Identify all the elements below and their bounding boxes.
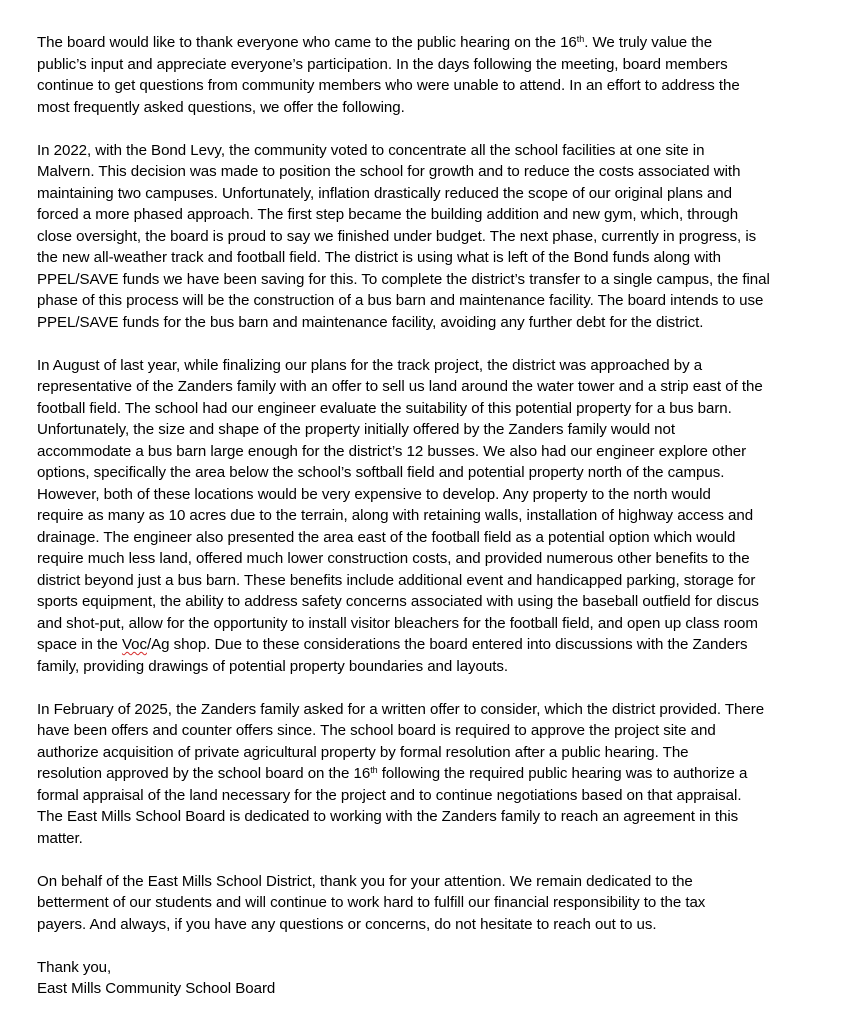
text-line	[37, 140, 827, 162]
text-line	[37, 247, 827, 269]
text-run: sports equipment, the ability to address safety concerns associated with using the baseball outfield for discus	[37, 593, 759, 610]
text-run: However, both of these locations would be very expensive to develop. Any property to the north would	[37, 485, 711, 503]
text-line	[37, 613, 827, 635]
text-run: resolution approved by the school board on the 16	[37, 765, 371, 782]
text-line	[37, 591, 827, 613]
text-line	[37, 355, 827, 377]
paragraph-4	[37, 699, 827, 850]
text-run: have been offers and counter offers since. The school board is required to approve the project site and	[37, 722, 716, 739]
text-line	[37, 527, 827, 549]
text-run: representative of the Zanders family with an offer to sell us land around the water tower and a strip east of the	[37, 378, 763, 395]
letter-body	[37, 32, 827, 1000]
text-run: authorize acquisition of private agricultural property by formal resolution after a public hearing. The	[37, 743, 689, 761]
text-run: betterment of our students and will continue to work hard to fulfill our financial responsibility to the tax	[37, 894, 706, 911]
text-line	[37, 742, 827, 764]
text-line	[37, 183, 827, 205]
paragraph-5	[37, 871, 827, 936]
text-line	[37, 441, 827, 463]
text-line	[37, 204, 827, 226]
text-run: require much less land, offered much lower construction costs, and provided numerous other benefits to the	[37, 550, 750, 567]
text-line	[37, 871, 827, 893]
text-line	[37, 54, 827, 76]
text-line	[37, 269, 827, 291]
text-line	[37, 161, 827, 183]
text-run: space in the	[37, 636, 122, 653]
text-line	[37, 634, 827, 656]
text-run: close oversight, the board is proud to say we finished under budget. The next phase, currently in progress, is	[37, 227, 757, 245]
text-run: In 2022, with the Bond Levy, the community voted to concentrate all the school facilities at one site in	[37, 141, 705, 159]
text-run: following the required public hearing was to authorize a	[377, 765, 748, 782]
text-line	[37, 656, 827, 678]
ordinal-suffix: th	[576, 34, 585, 44]
text-run: most frequently asked questions, we offer the following.	[37, 98, 405, 116]
text-run: formal appraisal of the land necessary for the project and to continue negotiations based on that appraisal.	[37, 786, 742, 804]
text-run: and shot-put, allow for the opportunity to install visitor bleachers for the football field, and open up class room	[37, 614, 758, 632]
text-run: In August of last year, while finalizing our plans for the track project, the district was approached by a	[37, 356, 703, 374]
text-run: football field. The school had our engineer evaluate the suitability of this potential property for a bus barn.	[37, 399, 732, 417]
text-line	[37, 806, 827, 828]
text-line	[37, 828, 827, 850]
text-run: matter.	[37, 829, 83, 847]
text-run: the new all-weather track and football field. The district is using what is left of the Bond funds along with	[37, 249, 721, 266]
text-run: The board would like to thank everyone who came to the public hearing on the 16	[37, 34, 577, 51]
text-line	[37, 290, 827, 312]
text-line	[37, 376, 827, 398]
text-run: drainage. The engineer also presented the area east of the football field as a potential option which would	[37, 528, 736, 546]
text-line	[37, 548, 827, 570]
text-run: continue to get questions from community members who were unable to attend. In an effort to address the	[37, 77, 740, 94]
text-line	[37, 398, 827, 420]
text-run: public’s input and appreciate everyone’s participation. In the days following the meeting, board members	[37, 55, 728, 73]
letter-closing	[37, 957, 827, 1000]
text-line	[37, 699, 827, 721]
closing-signature: East Mills Community School Board	[37, 980, 276, 997]
text-line	[37, 75, 827, 97]
text-line	[37, 312, 827, 334]
text-run: Malvern. This decision was made to position the school for growth and to reduce the costs associated with	[37, 163, 741, 180]
text-line	[37, 32, 827, 54]
text-run: PPEL/SAVE funds for the bus barn and maintenance facility, avoiding any further debt for the district.	[37, 313, 704, 331]
text-line	[37, 763, 827, 785]
text-line	[37, 484, 827, 506]
text-run: payers. And always, if you have any questions or concerns, do not hesitate to reach out to us.	[37, 915, 657, 933]
text-run: accommodate a bus barn large enough for the district’s 12 busses. We also had our engineer explore other	[37, 442, 747, 460]
text-run: Unfortunately, the size and shape of the property initially offered by the Zanders family would not	[37, 421, 676, 438]
text-line	[37, 462, 827, 484]
text-line	[37, 505, 827, 527]
text-line	[37, 785, 827, 807]
text-run: /Ag shop. Due to these considerations the board entered into discussions with the Zanders	[146, 636, 748, 653]
text-run: maintaining two campuses. Unfortunately, inflation drastically reduced the scope of our original plans and	[37, 184, 732, 202]
text-line	[37, 914, 827, 936]
text-run: The East Mills School Board is dedicated to working with the Zanders family to reach an agreement in this	[37, 808, 739, 825]
paragraph-3	[37, 355, 827, 678]
text-run: options, specifically the area below the school’s softball field and potential property north of the campus.	[37, 464, 725, 481]
text-line	[37, 226, 827, 248]
text-run: On behalf of the East Mills School District, thank you for your attention. We remain dedicated to the	[37, 872, 693, 890]
text-line	[37, 570, 827, 592]
text-run: require as many as 10 acres due to the terrain, along with retaining walls, installation of highway access and	[37, 507, 754, 524]
text-run: In February of 2025, the Zanders family asked for a written offer to consider, which the district provided. There	[37, 700, 765, 718]
text-run: forced a more phased approach. The first step became the building addition and new gym, which, through	[37, 206, 739, 223]
text-line	[37, 720, 827, 742]
ordinal-suffix: th	[370, 765, 378, 775]
paragraph-2	[37, 140, 827, 334]
text-run: PPEL/SAVE funds we have been saving for this. To complete the district’s transfer to a single campus, the final	[37, 270, 770, 288]
closing-salutation: Thank you,	[37, 958, 112, 976]
text-run: . We truly value the	[584, 34, 713, 51]
letter-paragraphs	[37, 32, 827, 935]
paragraph-1	[37, 32, 827, 118]
text-run: phase of this process will be the construction of a bus barn and maintenance facility. The board intends to use	[37, 292, 764, 309]
text-line	[37, 419, 827, 441]
text-line	[37, 892, 827, 914]
spellcheck-flagged-word: Voc	[121, 636, 147, 653]
text-line	[37, 97, 827, 119]
text-run: district beyond just a bus barn. These benefits include additional event and handicapped parking, storage for	[37, 571, 756, 589]
text-run: family, providing drawings of potential property boundaries and layouts.	[37, 657, 509, 675]
